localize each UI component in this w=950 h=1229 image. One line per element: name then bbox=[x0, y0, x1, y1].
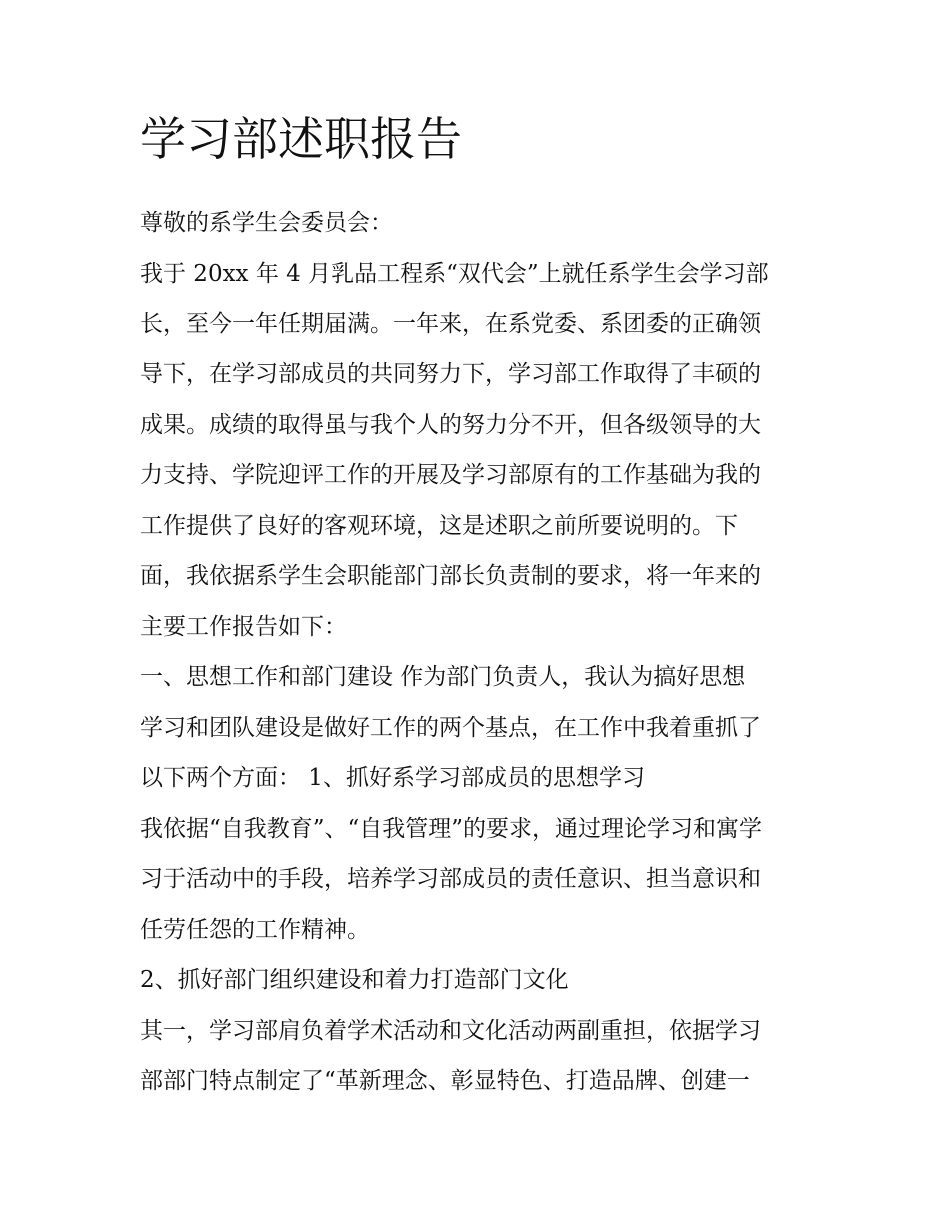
paragraph-line: 我依据“自我教育”、“自我管理”的要求，通过理论学习和寓学 bbox=[140, 816, 763, 842]
paragraph-line: 任劳任怨的工作精神。 bbox=[140, 917, 370, 943]
paragraph-line: 一、思想工作和部门建设 作为部门负责人，我认为搞好思想 bbox=[140, 664, 746, 690]
document-title: 学习部述职报告 bbox=[140, 112, 462, 166]
paragraph-line: 成果。成绩的取得虽与我个人的努力分不开，但各级领导的大 bbox=[140, 412, 761, 438]
paragraph-line: 部部门特点制定了“革新理念、彰显特色、打造品牌、创建一 bbox=[140, 1068, 750, 1094]
paragraph-line: 工作提供了良好的客观环境，这是述职之前所要说明的。下 bbox=[140, 513, 738, 539]
paragraph-line: 我于 20xx 年 4 月乳品工程系“双代会”上就任系学生会学习部 bbox=[140, 261, 769, 287]
paragraph-line: 学习和团队建设是做好工作的两个基点，在工作中我着重抓了 bbox=[140, 715, 761, 741]
paragraph-line: 主要工作报告如下： bbox=[140, 614, 347, 640]
paragraph-line: 长，至今一年任期届满。一年来，在系党委、系团委的正确领 bbox=[140, 311, 761, 337]
paragraph-line: 尊敬的系学生会委员会： bbox=[140, 210, 393, 236]
paragraph-line: 以下两个方面： 1、抓好系学习部成员的思想学习 bbox=[140, 765, 645, 791]
paragraph-line: 习于活动中的手段，培养学习部成员的责任意识、担当意识和 bbox=[140, 866, 761, 892]
paragraph-line: 导下，在学习部成员的共同努力下，学习部工作取得了丰硕的 bbox=[140, 361, 761, 387]
paragraph-line: 力支持、学院迎评工作的开展及学习部原有的工作基础为我的 bbox=[140, 462, 761, 488]
paragraph-line: 其一，学习部肩负着学术活动和文化活动两副重担，依据学习 bbox=[140, 1018, 761, 1044]
paragraph-line: 面，我依据系学生会职能部门部长负责制的要求，将一年来的 bbox=[140, 563, 761, 589]
paragraph-line: 2、抓好部门组织建设和着力打造部门文化 bbox=[140, 967, 569, 993]
